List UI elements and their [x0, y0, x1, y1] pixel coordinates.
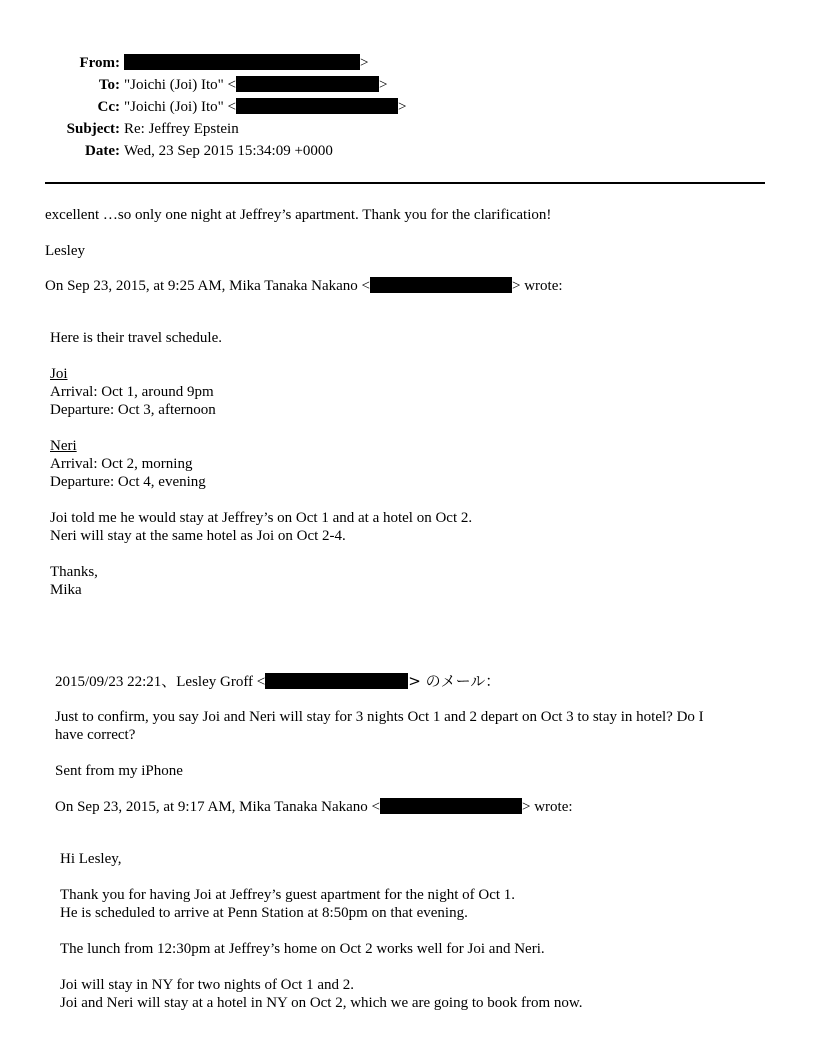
- attribution-suffix: > wrote:: [522, 799, 573, 815]
- to-suffix: >: [378, 77, 388, 93]
- attribution-text: 2015/09/23 22:21、Lesley Groff <: [55, 674, 266, 690]
- question-line-2: have correct?: [55, 727, 136, 743]
- to-value: [124, 76, 387, 94]
- neri-heading: Neri: [50, 438, 77, 454]
- redaction-bar: [236, 98, 398, 114]
- attribution-suffix: > wrote:: [512, 278, 563, 294]
- cc-suffix: >: [397, 99, 407, 115]
- para2: The lunch from 12:30pm at Jeffrey’s home on Oct 2 works well for Joi and Neri.: [60, 941, 545, 957]
- from-value: [124, 54, 368, 72]
- cc-name: "Joichi (Joi) Ito" <: [124, 99, 236, 115]
- note-joi: Joi told me he would stay at Jeffrey’s on Oct 1 and at a hotel on Oct 2.: [50, 510, 473, 526]
- redaction-bar: [265, 673, 408, 689]
- joi-departure: Departure: Oct 3, afternoon: [50, 402, 216, 418]
- attribution-suffix: > のメール：: [408, 672, 501, 690]
- greeting: Hi Lesley,: [60, 851, 122, 867]
- sent-from: Sent from my iPhone: [55, 763, 183, 779]
- attribution-text: On Sep 23, 2015, at 9:17 AM, Mika Tanaka Nakano <: [55, 799, 381, 815]
- from-suffix: >: [360, 55, 369, 71]
- reply-line: excellent …so only one night at Jeffrey’s apartment. Thank you for the clarification!: [45, 207, 552, 223]
- redaction-bar: [124, 54, 360, 70]
- note-neri: Neri will stay at the same hotel as Joi on Oct 2-4.: [50, 528, 346, 544]
- to-name: "Joichi (Joi) Ito" <: [124, 77, 236, 93]
- redaction-bar: [370, 277, 512, 293]
- reply-signature: Lesley: [45, 243, 85, 259]
- header-divider: [45, 182, 765, 184]
- question-line-1: Just to confirm, you say Joi and Neri will stay for 3 nights Oct 1 and 2 depart on Oct 3 to stay in hotel? Do I: [55, 709, 704, 725]
- to-label: To:: [98, 77, 120, 93]
- mika-signature: Mika: [50, 582, 82, 598]
- thanks: Thanks,: [50, 564, 98, 580]
- cc-value: [124, 98, 406, 116]
- para1-line1: Thank you for having Joi at Jeffrey’s guest apartment for the night of Oct 1.: [60, 887, 516, 903]
- date-label: Date:: [85, 143, 120, 159]
- nested-attribution: [55, 798, 573, 816]
- redaction-bar: [236, 76, 379, 92]
- joi-arrival: Arrival: Oct 1, around 9pm: [50, 384, 214, 400]
- schedule-intro: Here is their travel schedule.: [50, 330, 223, 346]
- para3-line1: Joi will stay in NY for two nights of Oct 1 and 2.: [60, 977, 355, 993]
- redaction-bar: [380, 798, 522, 814]
- cc-label: Cc:: [97, 99, 120, 115]
- subject-label: Subject:: [66, 121, 120, 137]
- subject-value: Re: Jeffrey Epstein: [124, 121, 239, 137]
- reply-attribution: [45, 277, 563, 295]
- neri-departure: Departure: Oct 4, evening: [50, 474, 206, 490]
- jp-attribution: [55, 672, 500, 691]
- para3-line2: Joi and Neri will stay at a hotel in NY on Oct 2, which we are going to book from now.: [60, 995, 583, 1011]
- para1-line2: He is scheduled to arrive at Penn Station at 8:50pm on that evening.: [60, 905, 468, 921]
- joi-heading: Joi: [50, 366, 68, 382]
- neri-arrival: Arrival: Oct 2, morning: [50, 456, 193, 472]
- attribution-text: On Sep 23, 2015, at 9:25 AM, Mika Tanaka Nakano <: [45, 278, 371, 294]
- date-value: Wed, 23 Sep 2015 15:34:09 +0000: [124, 143, 333, 159]
- from-label: From:: [79, 55, 120, 71]
